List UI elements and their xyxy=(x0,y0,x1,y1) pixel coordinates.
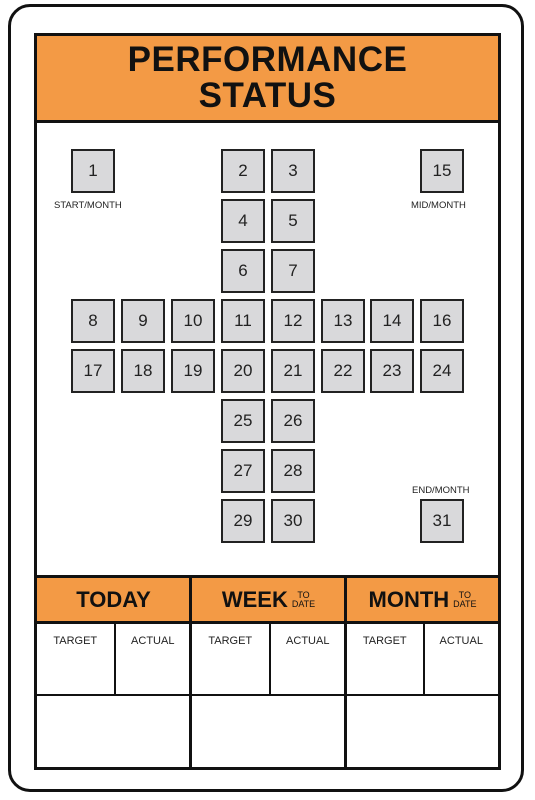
day-cell-10[interactable]: 10 xyxy=(171,299,215,343)
day-cell-21[interactable]: 21 xyxy=(271,349,315,393)
today-column xyxy=(37,578,190,767)
day-cell-23[interactable]: 23 xyxy=(370,349,414,393)
day-cell-3[interactable]: 3 xyxy=(271,149,315,193)
month-column xyxy=(347,578,498,767)
week-title: WEEK xyxy=(221,586,288,612)
week-target-cell[interactable]: TARGET xyxy=(208,635,253,647)
day-cell-31[interactable]: 31 xyxy=(420,499,464,543)
day-cell-14[interactable]: 14 xyxy=(370,299,414,343)
day-cell-18[interactable]: 18 xyxy=(121,349,165,393)
day-cell-17[interactable]: 17 xyxy=(71,349,115,393)
day-cell-11[interactable]: 11 xyxy=(221,299,265,343)
day-cell-5[interactable]: 5 xyxy=(271,199,315,243)
month-suffix-date: DATE xyxy=(453,598,477,609)
today-actual-cell[interactable]: ACTUAL xyxy=(114,624,191,694)
start-month-label: START/MONTH xyxy=(54,200,122,211)
today-target-actual-row xyxy=(37,624,190,696)
day-cell-1[interactable]: 1 xyxy=(71,149,115,193)
day-cell-26[interactable]: 26 xyxy=(271,399,315,443)
day-cell-8[interactable]: 8 xyxy=(71,299,115,343)
week-header xyxy=(192,578,345,624)
day-cell-25[interactable]: 25 xyxy=(221,399,265,443)
day-cell-24[interactable]: 24 xyxy=(420,349,464,393)
week-to-date-label xyxy=(292,591,315,609)
month-suffix-to: TO xyxy=(458,589,471,600)
day-cell-12[interactable]: 12 xyxy=(271,299,315,343)
week-target-actual-row xyxy=(192,624,345,696)
day-cell-9[interactable]: 9 xyxy=(121,299,165,343)
performance-board xyxy=(34,33,501,770)
today-target-cell[interactable]: TARGET xyxy=(53,635,98,647)
day-cell-29[interactable]: 29 xyxy=(221,499,265,543)
day-cell-16[interactable]: 16 xyxy=(420,299,464,343)
week-suffix-to: TO xyxy=(297,589,310,600)
day-cell-13[interactable]: 13 xyxy=(321,299,365,343)
today-title: TODAY xyxy=(76,586,151,612)
day-cell-6[interactable]: 6 xyxy=(221,249,265,293)
calendar-grid xyxy=(37,123,498,575)
day-cell-7[interactable]: 7 xyxy=(271,249,315,293)
day-cell-27[interactable]: 27 xyxy=(221,449,265,493)
month-target-actual-row xyxy=(347,624,498,696)
header-title-line2: STATUS xyxy=(198,76,337,115)
day-cell-22[interactable]: 22 xyxy=(321,349,365,393)
month-title: MONTH xyxy=(368,586,450,612)
week-actual-cell[interactable]: ACTUAL xyxy=(269,624,346,694)
day-cell-19[interactable]: 19 xyxy=(171,349,215,393)
end-month-label: END/MONTH xyxy=(412,485,470,496)
day-cell-20[interactable]: 20 xyxy=(221,349,265,393)
header-title-line1: PERFORMANCE xyxy=(127,40,408,79)
day-cell-2[interactable]: 2 xyxy=(221,149,265,193)
week-column xyxy=(192,578,345,767)
day-cell-4[interactable]: 4 xyxy=(221,199,265,243)
month-actual-cell[interactable]: ACTUAL xyxy=(423,624,499,694)
week-suffix-date: DATE xyxy=(291,598,316,609)
status-table xyxy=(37,575,498,767)
mid-month-label: MID/MONTH xyxy=(411,200,466,211)
day-cell-30[interactable]: 30 xyxy=(271,499,315,543)
today-header xyxy=(37,578,190,624)
month-header xyxy=(347,578,498,624)
day-cell-15[interactable]: 15 xyxy=(420,149,464,193)
day-cell-28[interactable]: 28 xyxy=(271,449,315,493)
month-to-date-label xyxy=(453,591,476,609)
board-header xyxy=(37,36,498,123)
month-target-cell[interactable]: TARGET xyxy=(362,635,407,647)
